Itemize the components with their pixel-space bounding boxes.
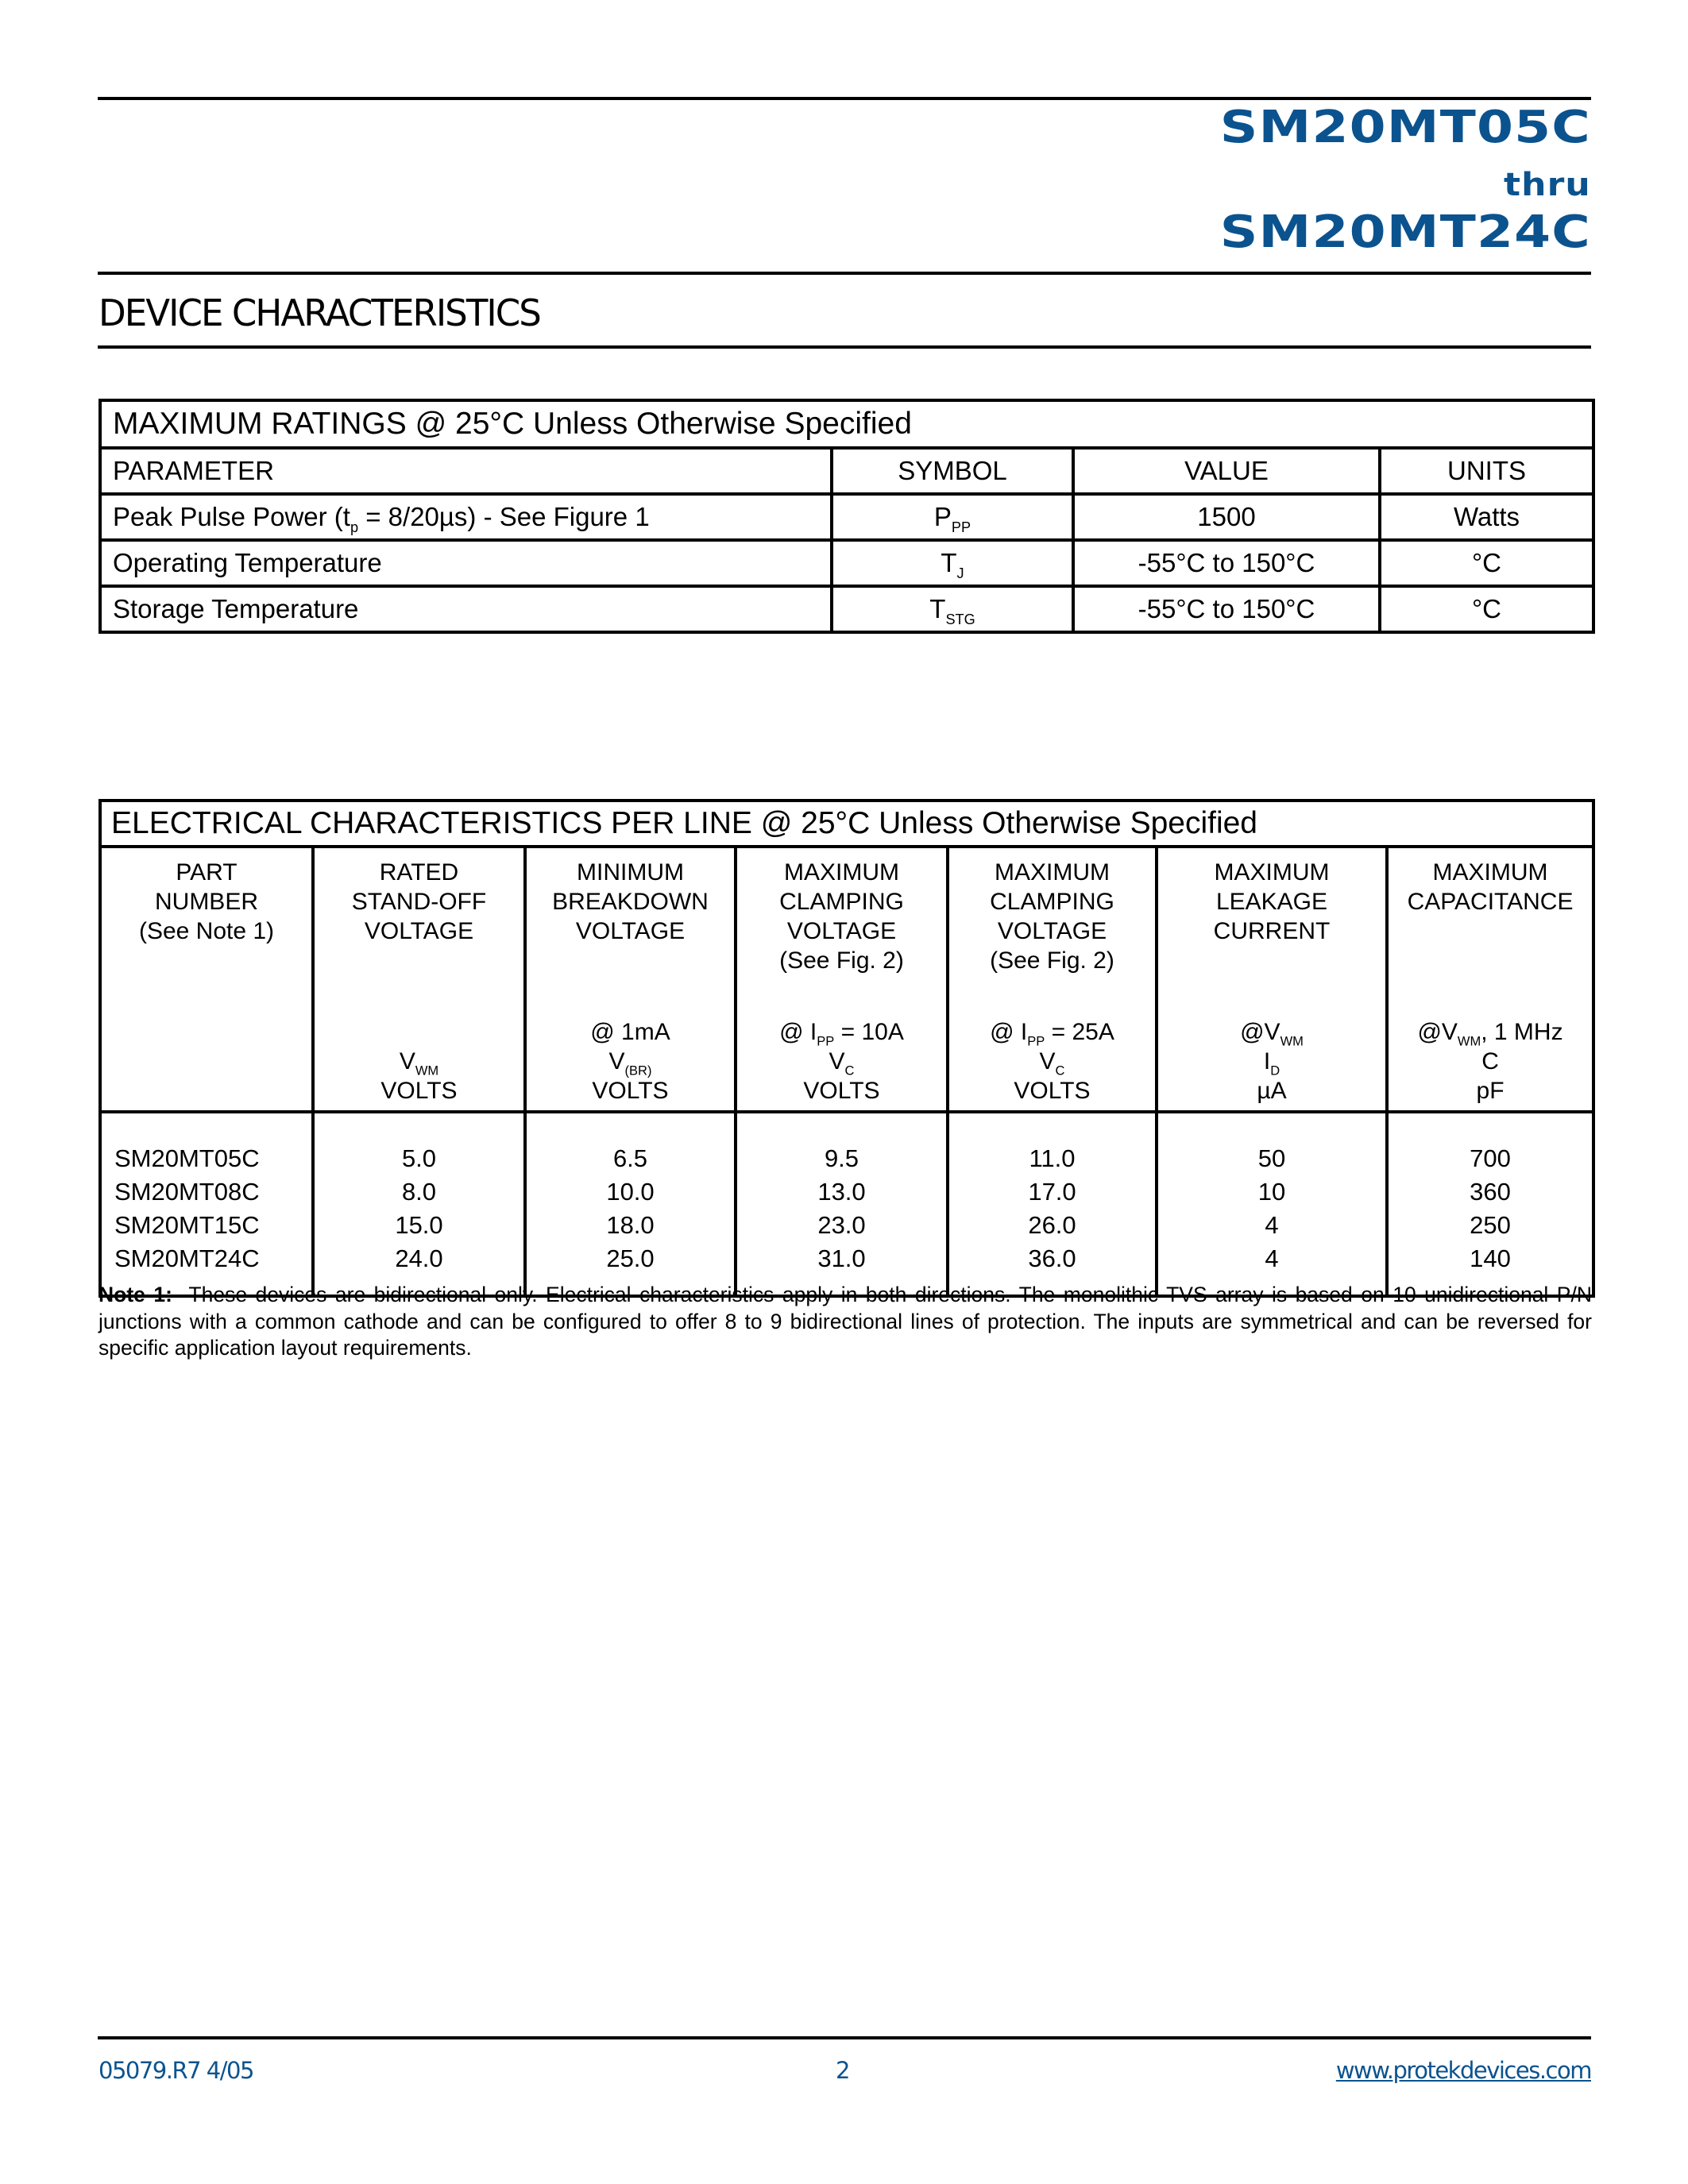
electrical-header-row bbox=[100, 847, 1593, 1112]
header-line: CLAMPING bbox=[779, 889, 904, 915]
header-rule bbox=[98, 272, 1591, 275]
header-line: VOLTAGE bbox=[575, 918, 686, 944]
symbol-subscript: J bbox=[956, 565, 964, 582]
header-symbol: $V_C$ bbox=[829, 1048, 855, 1078]
header-line: MAXIMUM bbox=[1214, 859, 1330, 886]
symbol-cell bbox=[832, 540, 1073, 586]
value-cell: 18.0 bbox=[606, 1211, 655, 1239]
col-header-clamping-voltage-10a bbox=[736, 847, 948, 1112]
units-cell: °C bbox=[1380, 586, 1593, 632]
units-cell: Watts bbox=[1380, 494, 1593, 540]
value-cell: 11.0 bbox=[1029, 1144, 1076, 1172]
header-line: RATED bbox=[379, 859, 459, 886]
section-title: DEVICE CHARACTERISTICS bbox=[98, 291, 540, 334]
header-unit: pF bbox=[1476, 1078, 1505, 1104]
header-line: MAXIMUM bbox=[784, 859, 899, 886]
header-symbol: $I_D$ bbox=[1263, 1048, 1280, 1078]
value-cell: 17.0 bbox=[1028, 1178, 1076, 1206]
header-line: MINIMUM bbox=[577, 859, 684, 886]
header-line: CURRENT bbox=[1213, 918, 1331, 944]
value-cell: 9.5 bbox=[824, 1144, 859, 1172]
value-cell: -55°C to 150°C bbox=[1073, 540, 1380, 586]
part-number-column bbox=[100, 1112, 313, 1296]
leakage-current-column bbox=[1157, 1112, 1387, 1296]
page-number: 2 bbox=[836, 2057, 849, 2084]
value-cell: 26.0 bbox=[1028, 1211, 1076, 1239]
header-condition: @ $I_{PP} = 25A$ bbox=[990, 1019, 1114, 1049]
note-1 bbox=[98, 1282, 1592, 1362]
value-cell: 140 bbox=[1470, 1244, 1511, 1272]
symbol-text: P bbox=[933, 502, 952, 531]
parameter-text: Peak Pulse Power (t bbox=[113, 502, 350, 531]
col-header-leakage-current bbox=[1157, 847, 1387, 1112]
section-rule bbox=[98, 345, 1591, 349]
col-header-parameter: PARAMETER bbox=[100, 448, 832, 494]
header-unit: VOLTS bbox=[1014, 1078, 1091, 1104]
value-cell: 6.5 bbox=[612, 1144, 648, 1172]
max-ratings-table bbox=[98, 399, 1595, 634]
value-cell: 700 bbox=[1470, 1144, 1511, 1172]
col-header-part-number bbox=[100, 847, 313, 1112]
part-number: SM20MT15C bbox=[114, 1211, 260, 1239]
note-label: Note 1: bbox=[98, 1283, 172, 1306]
parameter-cell bbox=[100, 494, 832, 540]
header-line: CLAMPING bbox=[990, 889, 1114, 915]
max-ratings-header-row bbox=[100, 448, 1593, 494]
table-row bbox=[100, 540, 1593, 586]
header-line: LEAKAGE bbox=[1215, 889, 1328, 915]
doc-code: 05079.R7 4/05 bbox=[98, 2057, 253, 2084]
col-header-symbol: SYMBOL bbox=[832, 448, 1073, 494]
table-row bbox=[100, 494, 1593, 540]
header-line: CAPACITANCE bbox=[1407, 889, 1574, 915]
col-header-units: UNITS bbox=[1380, 448, 1593, 494]
value-cell: 10 bbox=[1257, 1178, 1286, 1206]
value-cell: -55°C to 150°C bbox=[1073, 586, 1380, 632]
electrical-title: ELECTRICAL CHARACTERISTICS PER LINE @ 25°C Unless Otherwise Specified bbox=[100, 801, 1593, 847]
header-condition: @ $I_{PP} = 10A$ bbox=[779, 1019, 904, 1049]
parameter-subscript: p bbox=[350, 519, 359, 536]
capacitance-column bbox=[1387, 1112, 1593, 1296]
header-line: MAXIMUM bbox=[995, 859, 1110, 886]
value-cell: 23.0 bbox=[817, 1211, 866, 1239]
header-symbol: $V_C$ bbox=[1039, 1048, 1065, 1078]
symbol-subscript: STG bbox=[945, 612, 975, 628]
value-cell: 1500 bbox=[1073, 494, 1380, 540]
clamping-voltage-25a-column bbox=[948, 1112, 1157, 1296]
parameter-text: Operating Temperature bbox=[113, 548, 382, 577]
value-cell: 8.0 bbox=[401, 1178, 437, 1206]
header-symbol: C bbox=[1481, 1048, 1499, 1075]
note-text: These devices are bidirectional only. Electrical characteristics apply in both directions. The monolithic TVS array is based on 10 unidirectional P/N junctions with a common cathode and can be configured to offer 8 to 9 bidirectional lines of protection. The inputs are symmetrical and can be reversed for specific application layout requirements. bbox=[98, 1283, 1592, 1360]
col-header-breakdown-voltage bbox=[525, 847, 736, 1112]
value-cell: 250 bbox=[1470, 1211, 1511, 1239]
header-line: VOLTAGE bbox=[364, 918, 474, 944]
header-symbol: $V_{(BR)}$ bbox=[608, 1048, 652, 1078]
header-condition: $@V_{WM}$ bbox=[1240, 1019, 1304, 1049]
value-cell: 24.0 bbox=[395, 1244, 443, 1272]
breakdown-voltage-column bbox=[525, 1112, 736, 1296]
symbol-text: T bbox=[941, 548, 957, 577]
header-line: STAND-OFF bbox=[351, 889, 487, 915]
header-unit: VOLTS bbox=[592, 1078, 669, 1104]
part-number: SM20MT24C bbox=[114, 1244, 260, 1272]
value-cell: 4 bbox=[1265, 1244, 1279, 1272]
parameter-text-tail: = 8/20µs) - See Figure 1 bbox=[358, 502, 650, 531]
symbol-text: T bbox=[929, 594, 946, 623]
col-header-capacitance bbox=[1387, 847, 1593, 1112]
part-range-last: SM20MT24C bbox=[1219, 206, 1591, 258]
value-cell: 4 bbox=[1265, 1211, 1279, 1239]
parameter-text: Storage Temperature bbox=[113, 594, 359, 623]
symbol-subscript: PP bbox=[951, 519, 971, 536]
value-cell: 31.0 bbox=[817, 1244, 866, 1272]
part-number: SM20MT05C bbox=[114, 1144, 260, 1172]
parameter-cell bbox=[100, 540, 832, 586]
header-symbol: $V_{WM}$ bbox=[399, 1048, 439, 1078]
part-range-thru: thru bbox=[1504, 167, 1591, 203]
header-line: BREAKDOWN bbox=[552, 889, 709, 915]
website-link[interactable]: www.protekdevices.com bbox=[1335, 2057, 1591, 2084]
value-cell: 10.0 bbox=[606, 1178, 655, 1206]
header-condition: $@V_{WM}$, 1 MHz bbox=[1417, 1019, 1563, 1049]
header-line: (See Fig. 2) bbox=[990, 947, 1114, 974]
col-header-value: VALUE bbox=[1073, 448, 1380, 494]
clamping-voltage-10a-column bbox=[736, 1112, 948, 1296]
header-condition: @ 1mA bbox=[590, 1019, 670, 1045]
header-line: MAXIMUM bbox=[1432, 859, 1548, 886]
top-rule bbox=[98, 97, 1591, 100]
electrical-data-row bbox=[100, 1112, 1593, 1296]
header-unit: VOLTS bbox=[380, 1078, 458, 1104]
part-range-first: SM20MT05C bbox=[1219, 102, 1591, 153]
value-cell: 13.0 bbox=[817, 1178, 866, 1206]
value-cell: 50 bbox=[1257, 1144, 1286, 1172]
header-line: VOLTAGE bbox=[786, 918, 897, 944]
footer-rule bbox=[98, 2036, 1591, 2039]
header-line: NUMBER bbox=[154, 889, 258, 915]
header-line: (See Note 1) bbox=[138, 918, 275, 944]
header-line: PART bbox=[176, 859, 238, 886]
value-cell: 360 bbox=[1470, 1178, 1511, 1206]
col-header-standoff-voltage bbox=[313, 847, 525, 1112]
col-header-clamping-voltage-25a bbox=[948, 847, 1157, 1112]
header-line: VOLTAGE bbox=[997, 918, 1107, 944]
table-row bbox=[100, 586, 1593, 632]
max-ratings-title: MAXIMUM RATINGS @ 25°C Unless Otherwise Specified bbox=[100, 400, 1593, 448]
symbol-cell bbox=[832, 494, 1073, 540]
electrical-characteristics-table bbox=[98, 799, 1595, 1298]
part-number: SM20MT08C bbox=[114, 1178, 260, 1206]
symbol-cell bbox=[832, 586, 1073, 632]
parameter-cell bbox=[100, 586, 832, 632]
value-cell: 36.0 bbox=[1028, 1244, 1076, 1272]
standoff-voltage-column bbox=[313, 1112, 525, 1296]
value-cell: 15.0 bbox=[395, 1211, 443, 1239]
units-cell: °C bbox=[1380, 540, 1593, 586]
header-unit: µA bbox=[1257, 1078, 1287, 1104]
header-unit: VOLTS bbox=[803, 1078, 880, 1104]
value-cell: 25.0 bbox=[606, 1244, 655, 1272]
value-cell: 5.0 bbox=[401, 1144, 437, 1172]
header-line: (See Fig. 2) bbox=[779, 947, 904, 974]
